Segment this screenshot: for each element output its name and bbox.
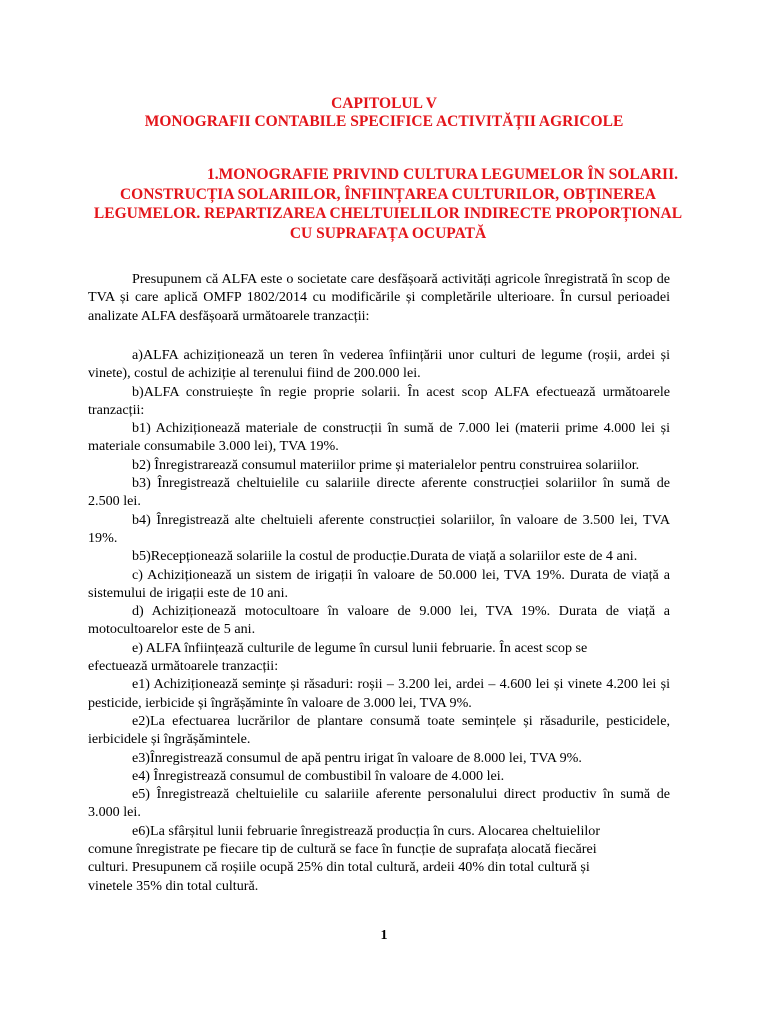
item-d: d) Achiziționează motocultoare în valoare de 9.000 lei, TVA 19%. Durata de viață a motocultoarelor este de 5 ani.	[88, 603, 670, 638]
intro-text: Presupunem că ALFA este o societate care desfășoară activități agricole înregistrată în scop de TVA și care aplică OMFP 1802/2014 cu modificările și completările ulterioare. În cursul perioadei analizate ALFA desfășoară următoarele tranzacții:	[88, 271, 670, 324]
item-e3: e3)Înregistrează consumul de apă pentru irigat în valoare de 8.000 lei, TVA 9%.	[132, 749, 582, 766]
chapter-title: CAPITOLUL V	[331, 95, 437, 112]
item-b2: b2) Înregistrarează consumul materiilor prime și materialelor pentru construirea solariilor.	[132, 456, 640, 473]
chapter-subtitle: MONOGRAFII CONTABILE SPECIFICE ACTIVITĂȚII AGRICOLE	[144, 113, 624, 130]
page-number: 1	[380, 928, 388, 943]
item-e5: e5) Înregistrează cheltuielile cu salariile aferente personalului direct productiv în sumă de 3.000 lei.	[88, 786, 670, 821]
section-heading-line: LEGUMELOR. REPARTIZAREA CHELTUIELILOR INDIRECTE PROPORȚIONAL	[93, 205, 683, 222]
item-b5: b5)Recepționează solariile la costul de producție.Durata de viață a solariilor este de 4 ani.	[132, 548, 638, 565]
section-heading	[88, 165, 688, 243]
item-b4: b4) Înregistrează alte cheltuieli aferente construcției solariilor, în valoare de 3.500 lei, TVA 19%.	[88, 511, 670, 546]
intro-paragraph	[88, 270, 670, 325]
item-b1: b1) Achiziționează materiale de construcții în sumă de 7.000 lei (materii prime 4.000 lei și materiale consumabile 3.000 lei), TVA 19%.	[88, 420, 670, 455]
item-b: b)ALFA construiește în regie proprie solarii. În acest scop ALFA efectuează următoarele tranzacții:	[88, 383, 670, 418]
item-e6-line4: vinetele 35% din total cultură.	[88, 877, 259, 894]
item-a: a)ALFA achiziționează un teren în vederea înființării unor culturi de legume (roșii, ardei și vinete), costul de achiziție al terenului fiind de 200.000 lei.	[88, 347, 670, 382]
item-e6-line3: culturi. Presupunem că roșiile ocupă 25% din total cultură, ardeii 40% din total cultură și	[88, 859, 590, 876]
item-b3: b3) Înregistrează cheltuielile cu salariile directe aferente construcției solariilor în sumă de 2.500 lei.	[88, 475, 670, 510]
section-heading-line: CU SUPRAFAȚA OCUPATĂ	[289, 224, 487, 242]
item-e6-line2: comune înregistrate pe fiecare tip de cultură se face în funcție de suprafața alocată fiecărei	[88, 841, 597, 858]
section-heading-line: CONSTRUCȚIA SOLARIILOR, ÎNFIINȚAREA CULTURILOR, OBȚINEREA	[119, 185, 657, 203]
item-e1: e1) Achiziționează semințe și răsaduri: roșii – 3.200 lei, ardei – 4.600 lei și vinete 4.200 lei și pesticide, ierbicide și îngrășăminte în valoare de 3.000 lei, TVA 9%.	[88, 676, 670, 711]
transactions-list	[88, 346, 670, 895]
section-heading-line: 1.MONOGRAFIE PRIVIND CULTURA LEGUMELOR ÎN SOLARII.	[207, 166, 678, 183]
item-e-line1: e) ALFA înființează culturile de legume în cursul lunii februarie. În acest scop se	[132, 639, 588, 656]
item-e-line2: efectuează următoarele tranzacții:	[88, 658, 279, 675]
item-e6-line1: e6)La sfârșitul lunii februarie înregistrează producția în curs. Alocarea cheltuielilor	[132, 822, 601, 839]
item-e4: e4) Înregistrează consumul de combustibil în valoare de 4.000 lei.	[132, 767, 505, 784]
item-e2: e2)La efectuarea lucrărilor de plantare consumă toate semințele și răsadurile, pesticidele, ierbicidele și îngrășămintele.	[88, 712, 670, 748]
item-c: c) Achiziționează un sistem de irigații în valoare de 50.000 lei, TVA 19%. Durata de viață a sistemului de irigații este de 10 ani.	[88, 566, 670, 601]
